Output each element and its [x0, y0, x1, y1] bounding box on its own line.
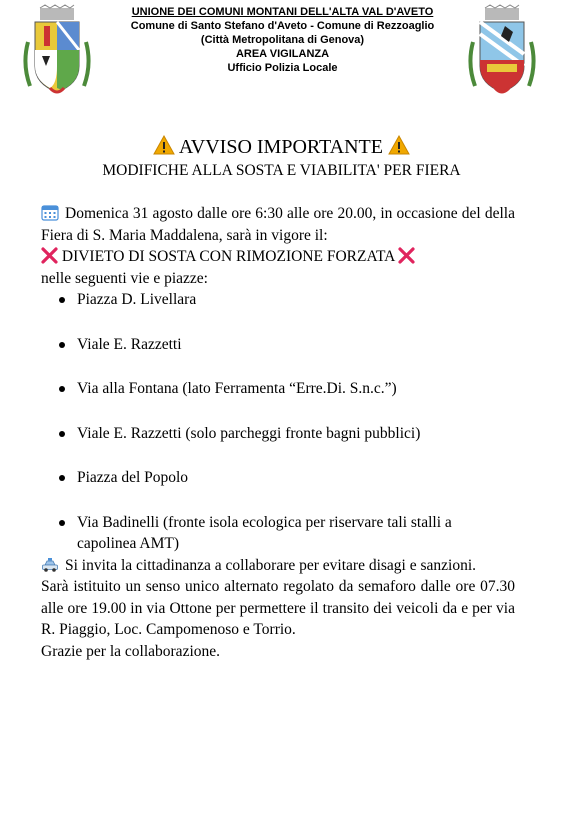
one-way-paragraph: Sarà istituito un senso unico alternato regolato da semaforo dalle ore 07.30 alle ore 19.00 in via Ottone per permettere il transito dei veicoli da e per via R. Piaggio, Loc. Campomenoso e Torrio. [41, 578, 515, 638]
list-item: Piazza del Popolo [59, 467, 515, 489]
calendar-icon [41, 204, 59, 221]
cross-mark-icon [398, 247, 415, 264]
municipalities: Comune di Santo Stefano d'Aveto - Comune di Rezzoaglio [130, 20, 435, 32]
coat-of-arms-left [20, 4, 94, 100]
ban-line [41, 246, 515, 268]
intro-text: Domenica 31 agosto dalle ore 6:30 alle ore 20.00, in occasione del della Fiera di S. Maria Maddalena, sarà in vigore il: [41, 205, 515, 244]
notice-body [41, 203, 515, 662]
invite-text: Si invita la cittadinanza a collaborare per evitare disagi e sanzioni. [65, 556, 477, 574]
notice-title: AVVISO IMPORTANTE [178, 136, 383, 158]
list-item: Piazza D. Livellara [59, 289, 515, 311]
invite-paragraph [41, 555, 515, 577]
police-car-icon [41, 556, 59, 573]
notice-title-row [0, 135, 563, 158]
ban-follow-text: nelle seguenti vie e piazze: [41, 269, 208, 287]
ban-text: DIVIETO DI SOSTA CON RIMOZIONE FORZATA [61, 248, 395, 265]
coat-of-arms-right [465, 4, 539, 100]
union-name: UNIONE DEI COMUNI MONTANI DELL'ALTA VAL D'AVETO [131, 6, 434, 18]
list-item: Via alla Fontana (lato Ferramenta “Erre.Di. S.n.c.”) [59, 378, 515, 400]
metropolitan-city: (Città Metropolitana di Genova) [200, 34, 365, 46]
thanks-paragraph: Grazie per la collaborazione. [41, 642, 221, 660]
street-list [41, 289, 515, 555]
intro-paragraph [41, 203, 515, 246]
notice-subtitle: MODIFICHE ALLA SOSTA E VIABILITA' PER FIERA [102, 162, 461, 179]
office-name: Ufficio Polizia Locale [227, 62, 338, 74]
list-item: Viale E. Razzetti [59, 334, 515, 356]
area-name: AREA VIGILANZA [235, 48, 330, 60]
list-item: Viale E. Razzetti (solo parcheggi fronte bagni pubblici) [59, 423, 515, 445]
warning-icon [388, 135, 410, 155]
cross-mark-icon [41, 247, 58, 264]
warning-icon [153, 135, 175, 155]
list-item: Via Badinelli (fronte isola ecologica per riservare tali stalli a capolinea AMT) [59, 512, 515, 555]
issuer-header [100, 5, 465, 75]
